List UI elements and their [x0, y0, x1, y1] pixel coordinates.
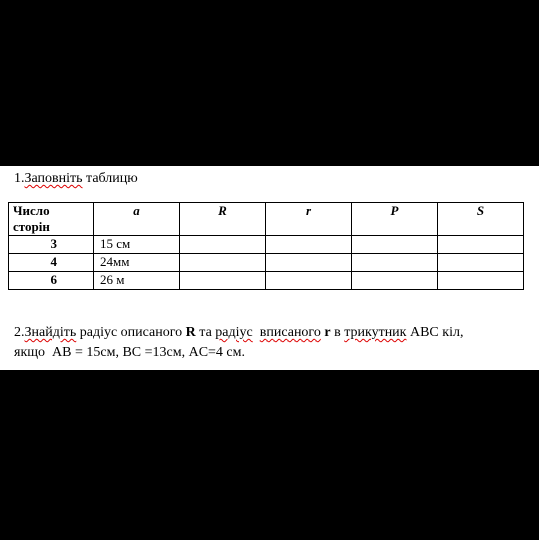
side-a-cell: 15 см — [94, 236, 180, 254]
text-span: та — [195, 325, 216, 340]
empty-cell-P[interactable] — [352, 272, 438, 290]
header-sides-count: Число сторін — [9, 203, 94, 236]
text-span — [253, 325, 260, 340]
task-1-verb: Заповніть — [24, 171, 83, 186]
sides-count-cell: 6 — [9, 272, 94, 290]
text-span: трикутник — [344, 325, 407, 340]
sides-count-cell: 3 — [9, 236, 94, 254]
side-a-cell: 24мм — [94, 254, 180, 272]
task-1-object: таблицю — [86, 171, 138, 186]
empty-cell-S[interactable] — [438, 236, 524, 254]
worksheet-page — [0, 166, 539, 370]
table-row — [9, 272, 524, 290]
empty-cell-S[interactable] — [438, 272, 524, 290]
empty-cell-P[interactable] — [352, 236, 438, 254]
header-S: S — [438, 203, 524, 236]
text-span: в — [330, 325, 345, 340]
header-r: r — [266, 203, 352, 236]
text-span: ABC кіл, — [406, 325, 464, 340]
empty-cell-r[interactable] — [266, 254, 352, 272]
symbol-r: r — [324, 325, 331, 340]
table-header-row — [9, 203, 524, 236]
side-a-cell: 26 м — [94, 272, 180, 290]
task-2-text — [14, 323, 534, 363]
empty-cell-P[interactable] — [352, 254, 438, 272]
task-2-verb: Знайдіть — [24, 325, 77, 340]
text-span: вписаного — [259, 325, 321, 340]
header-a: a — [94, 203, 180, 236]
task-2-line-1 — [14, 323, 534, 343]
text-span: радіус — [215, 325, 253, 340]
task-1-heading — [14, 170, 138, 188]
sides-count-cell: 4 — [9, 254, 94, 272]
header-P: P — [352, 203, 438, 236]
task-2-line-2: якщо AB = 15см, BC =13см, AC=4 см. — [14, 345, 245, 360]
text-span: радіус описаного — [76, 325, 186, 340]
empty-cell-R[interactable] — [180, 254, 266, 272]
table-row — [9, 236, 524, 254]
task-1-number: 1. — [14, 171, 25, 186]
task-2-number: 2. — [14, 325, 25, 340]
table-row — [9, 254, 524, 272]
empty-cell-R[interactable] — [180, 236, 266, 254]
empty-cell-r[interactable] — [266, 272, 352, 290]
empty-cell-R[interactable] — [180, 272, 266, 290]
header-R: R — [180, 203, 266, 236]
empty-cell-S[interactable] — [438, 254, 524, 272]
empty-cell-r[interactable] — [266, 236, 352, 254]
fill-table — [8, 202, 524, 290]
symbol-R: R — [185, 325, 196, 340]
